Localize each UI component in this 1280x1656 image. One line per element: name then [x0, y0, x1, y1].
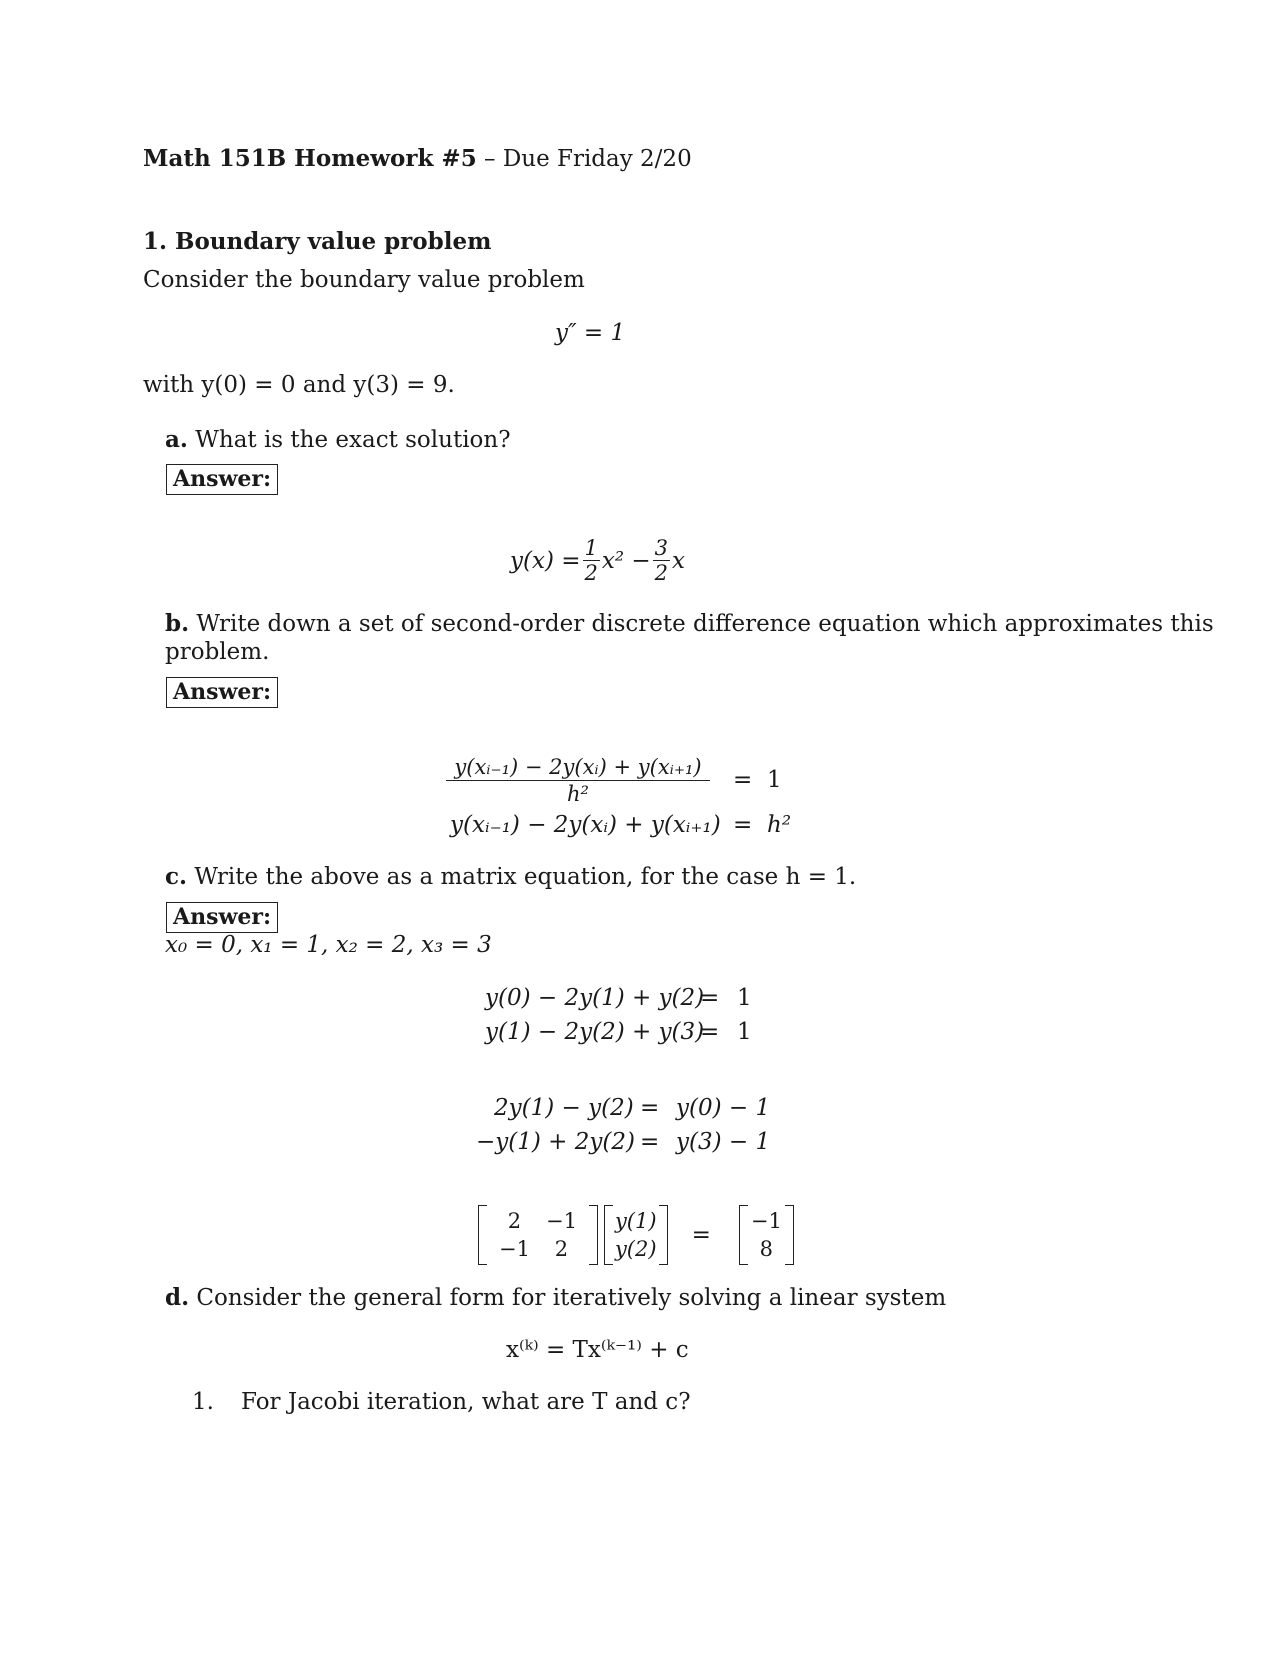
- matrix-cell: −1: [499, 1237, 530, 1261]
- matrix-equation: [478, 1205, 794, 1265]
- part-a-question: a. What is the exact solution?: [165, 426, 511, 453]
- vector-cell: y(2): [614, 1237, 657, 1261]
- matrix-cell: −1: [545, 1209, 577, 1233]
- coefficient-matrix: [478, 1205, 598, 1265]
- equals-sign: =: [733, 812, 753, 838]
- problem-intro: Consider the boundary value problem: [143, 267, 585, 293]
- title-text: Math 151B Homework #5: [143, 145, 477, 172]
- unknown-vector: [604, 1205, 668, 1265]
- part-d-question: d. Consider the general form for iteratively solving a linear system: [165, 1284, 947, 1311]
- system1-row1-lhs: y(0) − 2y(1) + y(2): [485, 985, 705, 1011]
- vector-cell: 8: [759, 1237, 774, 1261]
- fraction-one-half: $\frac{1}{2}$: [584, 536, 598, 585]
- system2-row2-lhs: −y(1) + 2y(2): [476, 1129, 635, 1155]
- system2-row1-rhs: y(0) − 1: [676, 1095, 771, 1121]
- system2-row1-lhs: 2y(1) − y(2): [494, 1095, 634, 1121]
- equals-sign: =: [640, 1095, 660, 1121]
- exact-solution: y(x) = $\frac{1}{2}$ x² − $\frac{3}{2}$ x: [510, 536, 686, 585]
- problem-heading: 1. Boundary value problem: [143, 228, 492, 255]
- list-item-number: 1.: [192, 1389, 214, 1415]
- matrix-cell: 2: [507, 1209, 522, 1233]
- equals-sign: =: [700, 1019, 720, 1045]
- grid-points: x₀ = 0, x₁ = 1, x₂ = 2, x₃ = 3: [165, 932, 492, 958]
- part-b-question-cont: problem.: [165, 639, 270, 665]
- difference-eq-multiplied: y(xᵢ₋₁) − 2y(xᵢ) + y(xᵢ₊₁): [450, 812, 721, 838]
- answer-box-c: Answer:: [166, 902, 278, 933]
- list-item-jacobi: For Jacobi iteration, what are T and c?: [241, 1389, 691, 1415]
- matrix-cell: 2: [554, 1237, 569, 1261]
- due-date: – Due Friday 2/20: [484, 146, 692, 172]
- difference-eq-fraction: y(xᵢ₋₁) − 2y(xᵢ) + y(xᵢ₊₁) h²: [446, 754, 710, 807]
- equals-sign: =: [733, 767, 753, 793]
- part-b-question: b. Write down a set of second-order discrete difference equation which approximates this: [165, 610, 1214, 637]
- fraction-three-halves: $\frac{3}{2}$: [654, 536, 669, 585]
- answer-box-a: Answer:: [166, 464, 278, 495]
- difference-eq-rhs-h2: h²: [767, 812, 792, 838]
- system1-row1-rhs: 1: [737, 985, 752, 1011]
- boundary-conditions: with y(0) = 0 and y(3) = 9.: [143, 372, 455, 398]
- equals-sign: =: [640, 1129, 660, 1155]
- equals-sign: =: [700, 985, 720, 1011]
- vector-cell: −1: [750, 1209, 782, 1233]
- system1-row2-lhs: y(1) − 2y(2) + y(3): [485, 1019, 705, 1045]
- system2-row2-rhs: y(3) − 1: [676, 1129, 771, 1155]
- ode-equation: y″ = 1: [555, 320, 626, 346]
- part-c-question: c. Write the above as a matrix equation, for the case h = 1.: [165, 863, 857, 890]
- document-title: [143, 145, 692, 172]
- rhs-vector: [739, 1205, 794, 1265]
- difference-eq-rhs: 1: [767, 767, 782, 793]
- answer-box-b: Answer:: [166, 677, 278, 708]
- iteration-formula: x⁽ᵏ⁾ = Tx⁽ᵏ⁻¹⁾ + c: [506, 1337, 689, 1363]
- system1-row2-rhs: 1: [737, 1019, 752, 1045]
- vector-cell: y(1): [614, 1209, 657, 1233]
- equals-sign: =: [691, 1222, 711, 1248]
